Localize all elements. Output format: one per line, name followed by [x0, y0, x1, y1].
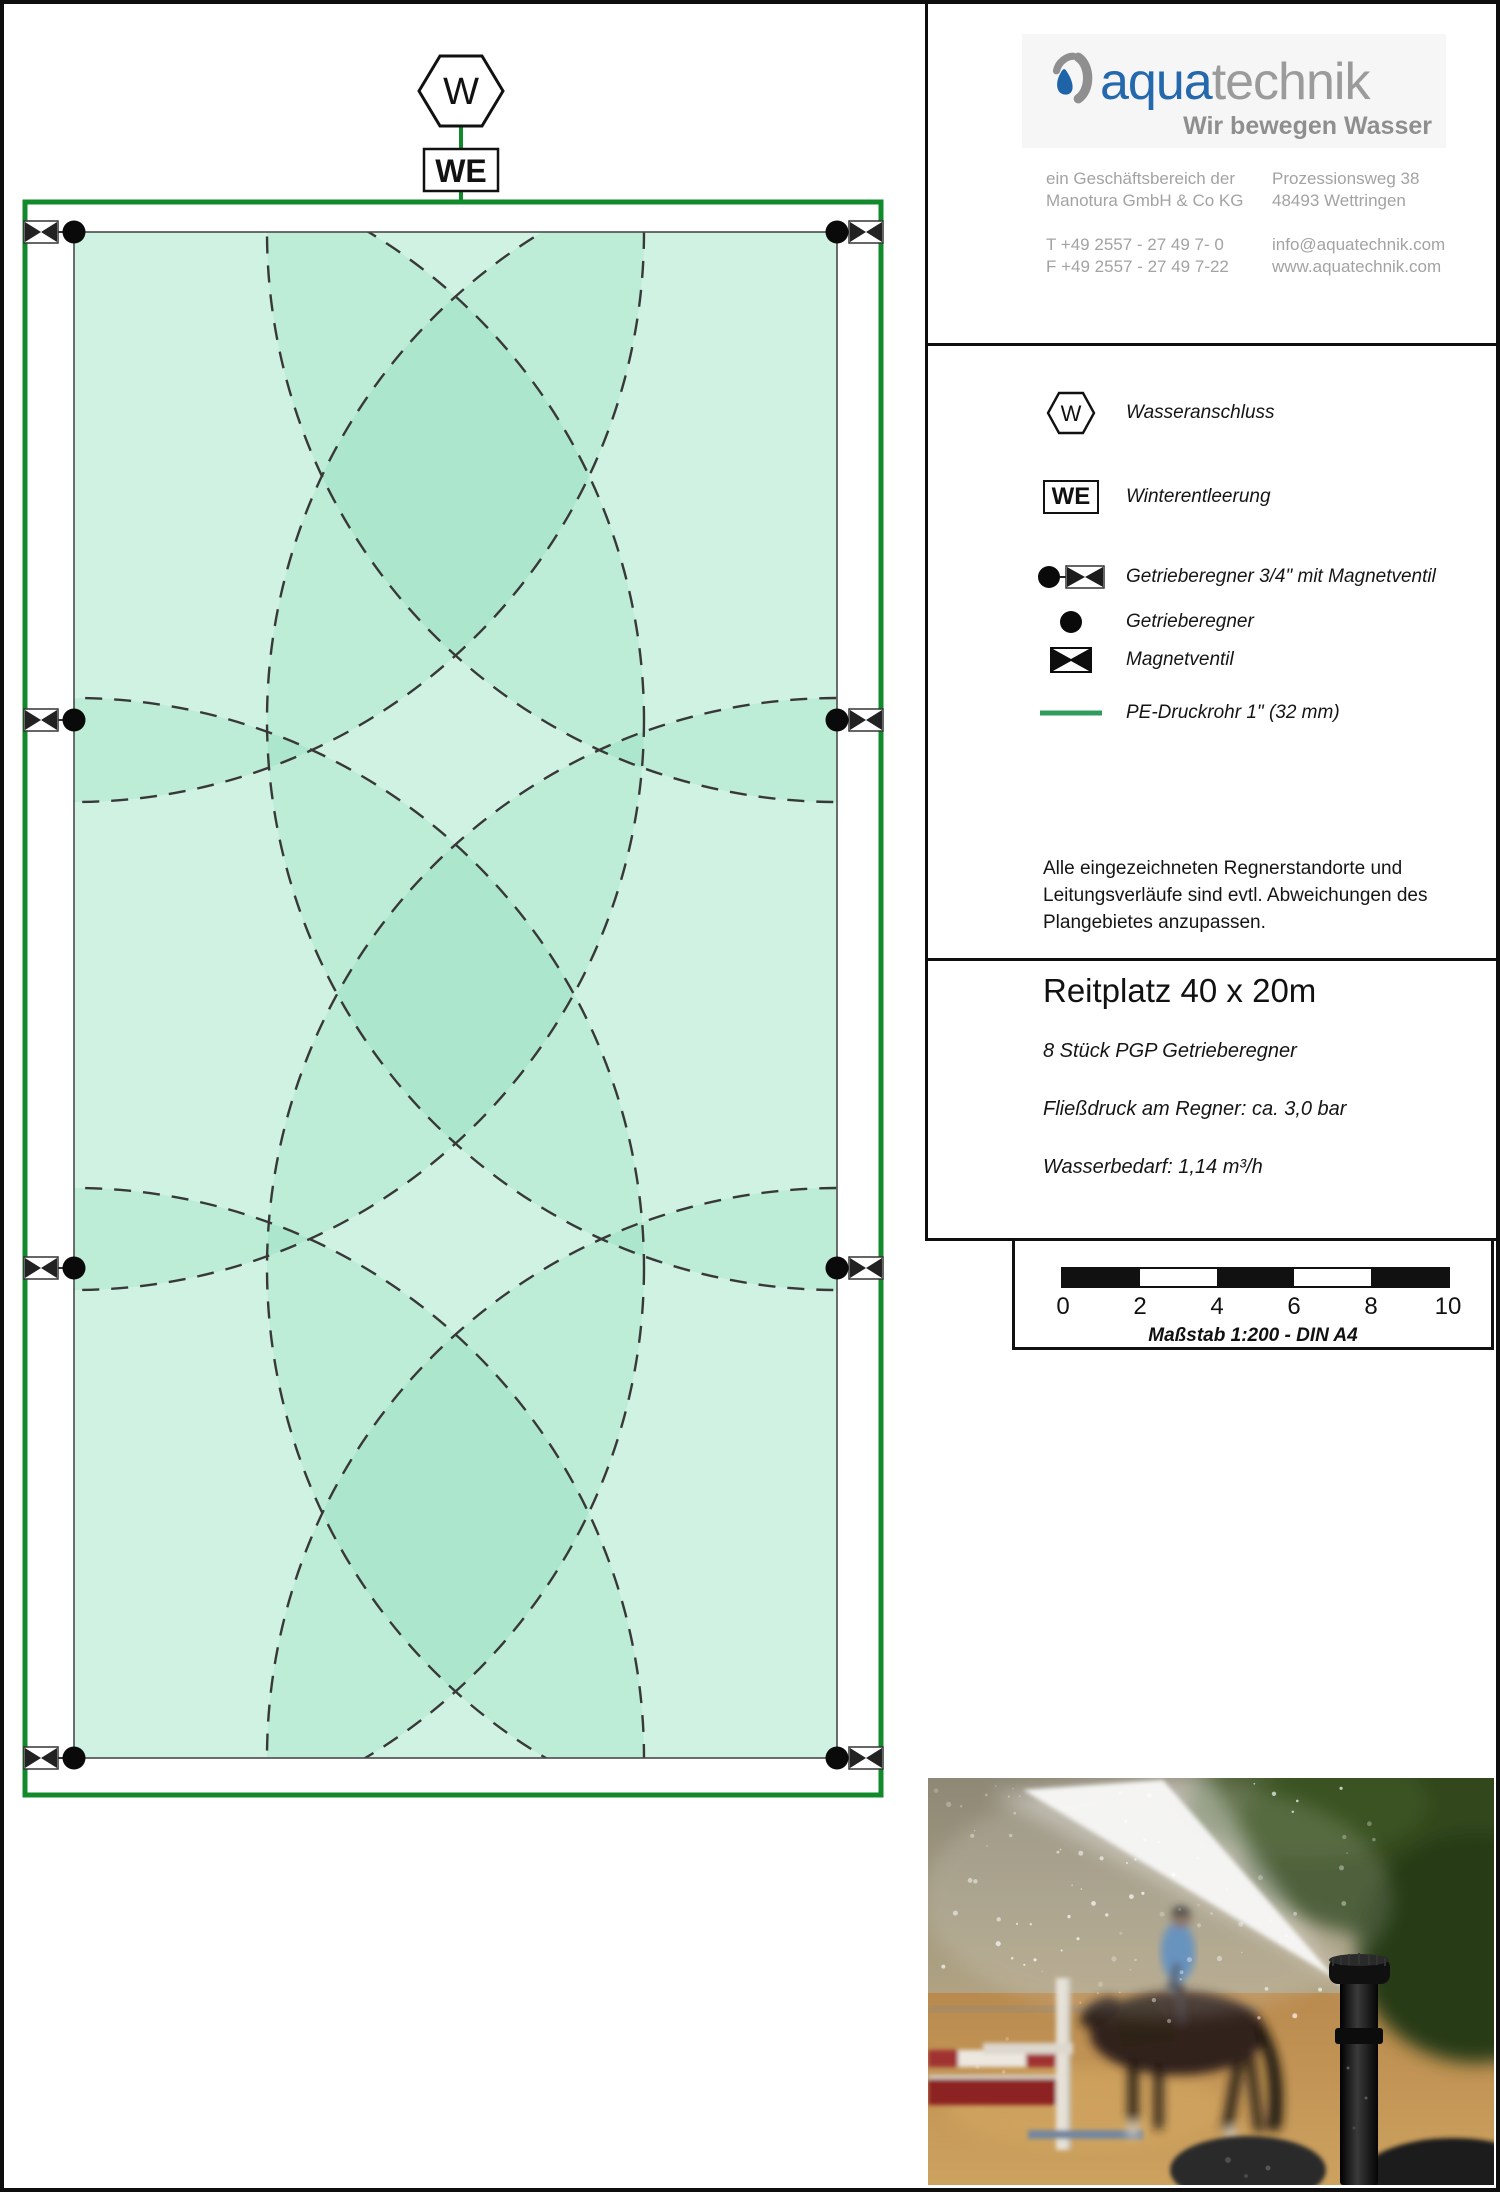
plan-note-line2: Leitungsverläufe sind evtl. Abweichungen des — [1043, 885, 1428, 906]
project-spec-count: 8 Stück PGP Getrieberegner — [1043, 1040, 1297, 1062]
contact-city: 48493 Wettringen — [1272, 191, 1406, 210]
contact-website: www.aquatechnik.com — [1272, 257, 1442, 276]
legend-label-pipe: PE-Druckrohr 1" (32 mm) — [1126, 702, 1340, 723]
contact-org-line2: Manotura GmbH & Co KG — [1046, 191, 1244, 210]
project-spec-pressure: Fließdruck am Regner: ca. 3,0 bar — [1043, 1098, 1347, 1120]
scale-tick-0: 0 — [1056, 1293, 1070, 1320]
logo-tagline: Wir bewegen Wasser — [1183, 112, 1432, 140]
contact-org-line1: ein Geschäftsbereich der — [1046, 169, 1235, 188]
legend-label-valve: Magnetventil — [1126, 649, 1234, 670]
svg-text:W: W — [1060, 401, 1082, 426]
contact-email: info@aquatechnik.com — [1272, 235, 1446, 254]
plan-note-line1: Alle eingezeichneten Regnerstandorte und — [1043, 858, 1403, 879]
scale-tick-8: 8 — [1364, 1293, 1378, 1320]
contact-street: Prozessionsweg 38 — [1272, 169, 1420, 188]
contact-fax: F +49 2557 - 27 49 7-22 — [1046, 257, 1229, 276]
project-title: Reitplatz 40 x 20m — [1043, 972, 1317, 1009]
scale-tick-6: 6 — [1287, 1293, 1301, 1320]
logo-part-aqua: aqua — [1100, 53, 1212, 111]
logo-part-technik: technik — [1211, 53, 1370, 111]
project-spec-water: Wasserbedarf: 1,14 m³/h — [1043, 1156, 1263, 1178]
legend-label-wasseranschluss: Wasseranschluss — [1126, 402, 1275, 423]
legend-label-sprinkler-valve: Getrieberegner 3/4" mit Magnetventil — [1126, 566, 1436, 587]
plan-note-line3: Plangebietes anzupassen. — [1043, 912, 1266, 933]
scale-tick-4: 4 — [1210, 1293, 1224, 1320]
winter-drain-letters: WE — [435, 153, 487, 189]
scale-tick-10: 10 — [1434, 1293, 1462, 1320]
scale-tick-2: 2 — [1133, 1293, 1147, 1320]
legend-label-sprinkler: Getrieberegner — [1126, 611, 1254, 632]
contact-phone: T +49 2557 - 27 49 7- 0 — [1046, 235, 1224, 254]
scale-caption: Maßstab 1:200 - DIN A4 — [1148, 1325, 1358, 1346]
legend-label-winterentleerung: Winterentleerung — [1126, 486, 1271, 507]
winter-drain-box-icon: WE — [1028, 480, 1114, 514]
water-connection-letter: W — [443, 71, 479, 113]
